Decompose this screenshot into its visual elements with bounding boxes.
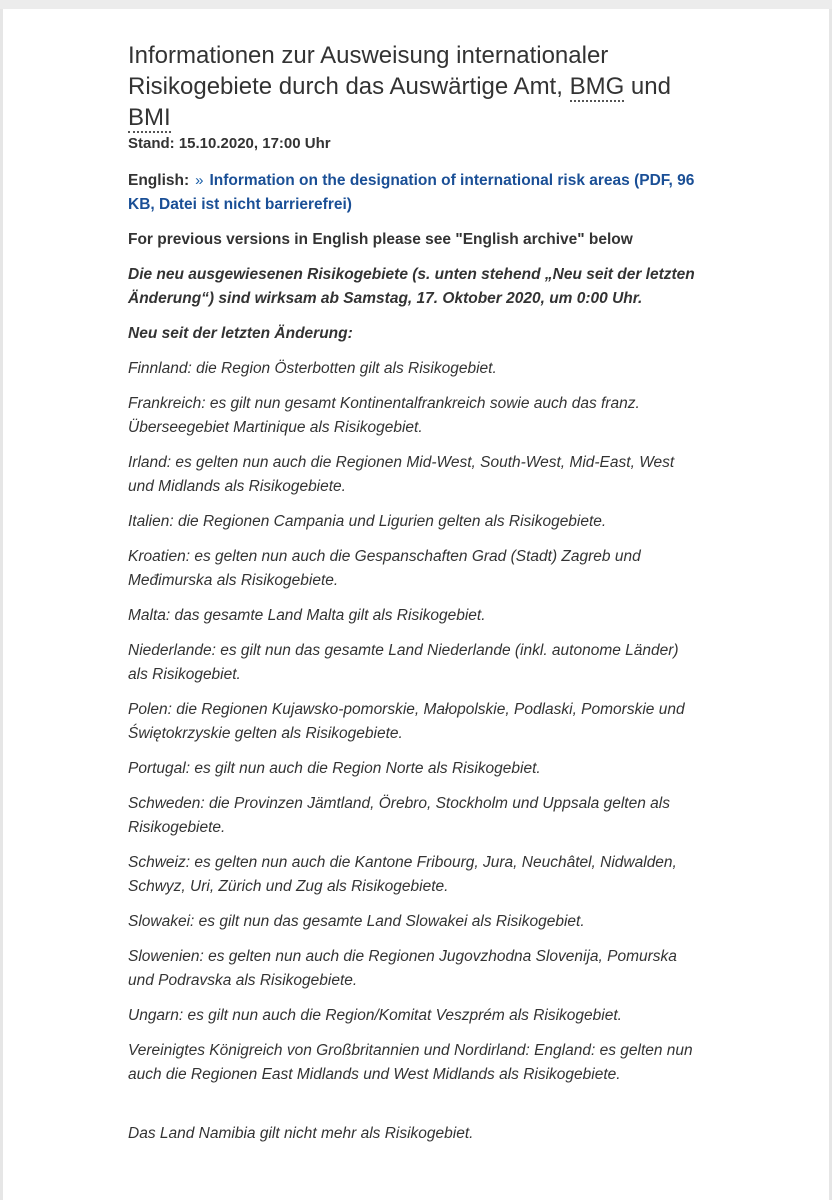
previous-versions-note: For previous versions in English please see "English archive" below: [128, 231, 633, 248]
english-pdf-link[interactable]: Information on the designation of international risk areas (PDF, 96 KB, Datei ist nicht barrierefrei): [128, 172, 695, 213]
list-item: Vereinigtes Königreich von Großbritannien und Nordirland: England: es gelten nun auch die Regionen East Midlands und West Midlands als Risikogebiete.: [128, 1042, 693, 1083]
list-item: Schweden: die Provinzen Jämtland, Örebro, Stockholm und Uppsala gelten als Risikogebiete.: [128, 795, 670, 836]
list-item: Irland: es gelten nun auch die Regionen Mid-West, South-West, Mid-East, West und Midlands als Risikogebiete.: [128, 454, 675, 495]
effective-date-note: Die neu ausgewiesenen Risikogebiete (s. unten stehend „Neu seit der letzten Änderung“) sind wirksam ab Samstag, 17. Oktober 2020, um 0:00 Uhr.: [128, 266, 695, 307]
namibia-note: Das Land Namibia gilt nicht mehr als Risikogebiet.: [128, 1125, 474, 1142]
page-left-border: [0, 9, 3, 1200]
title-text-part2: und: [624, 73, 671, 100]
list-item: Slowakei: es gilt nun das gesamte Land Slowakei als Risikogebiet.: [128, 913, 585, 930]
list-item: Ungarn: es gilt nun auch die Region/Komitat Veszprém als Risikogebiet.: [128, 1007, 622, 1024]
english-label: English:: [128, 172, 190, 189]
new-since-heading: Neu seit der letzten Änderung:: [128, 325, 353, 342]
list-item: Malta: das gesamte Land Malta gilt als Risikogebiet.: [128, 607, 486, 624]
list-item: Niederlande: es gilt nun das gesamte Land Niederlande (inkl. autonome Länder) als Risikogebiet.: [128, 642, 679, 683]
title-text-part1: Informationen zur Ausweisung internationaler Risikogebiete durch das Auswärtige Amt,: [128, 42, 609, 100]
list-item: Frankreich: es gilt nun gesamt Kontinentalfrankreich sowie auch das franz. Überseegebiet Martinique als Risikogebiet.: [128, 395, 640, 436]
list-item: Polen: die Regionen Kujawsko-pomorskie, Małopolskie, Podlaski, Pomorskie und Świętokrzyskie gelten als Risikogebiete.: [128, 701, 685, 742]
abbr-bmi[interactable]: BMI: [128, 104, 171, 131]
list-item: Schweiz: es gelten nun auch die Kantone Fribourg, Jura, Neuchâtel, Nidwalden, Schwyz, Uri, Zürich und Zug als Risikogebiete.: [128, 854, 677, 895]
page-title: [128, 40, 698, 133]
abbr-bmg[interactable]: BMG: [569, 73, 625, 100]
stand-date: Stand: 15.10.2020, 17:00 Uhr: [128, 135, 331, 152]
browser-top-bar: [0, 0, 832, 9]
article-content: [128, 40, 698, 1157]
list-item: Slowenien: es gelten nun auch die Regionen Jugovzhodna Slovenija, Pomurska und Podravska als Risikogebiete.: [128, 948, 677, 989]
risk-area-list: [128, 357, 698, 1087]
list-item: Kroatien: es gelten nun auch die Gespanschaften Grad (Stadt) Zagreb und Međimurska als Risikogebiete.: [128, 548, 641, 589]
english-line: [128, 169, 698, 217]
spacer: [128, 1098, 698, 1122]
list-item: Italien: die Regionen Campania und Ligurien gelten als Risikogebiete.: [128, 513, 607, 530]
link-arrow-icon: »: [195, 172, 204, 189]
list-item: Finnland: die Region Österbotten gilt als Risikogebiet.: [128, 360, 497, 377]
list-item: Portugal: es gilt nun auch die Region Norte als Risikogebiet.: [128, 760, 541, 777]
